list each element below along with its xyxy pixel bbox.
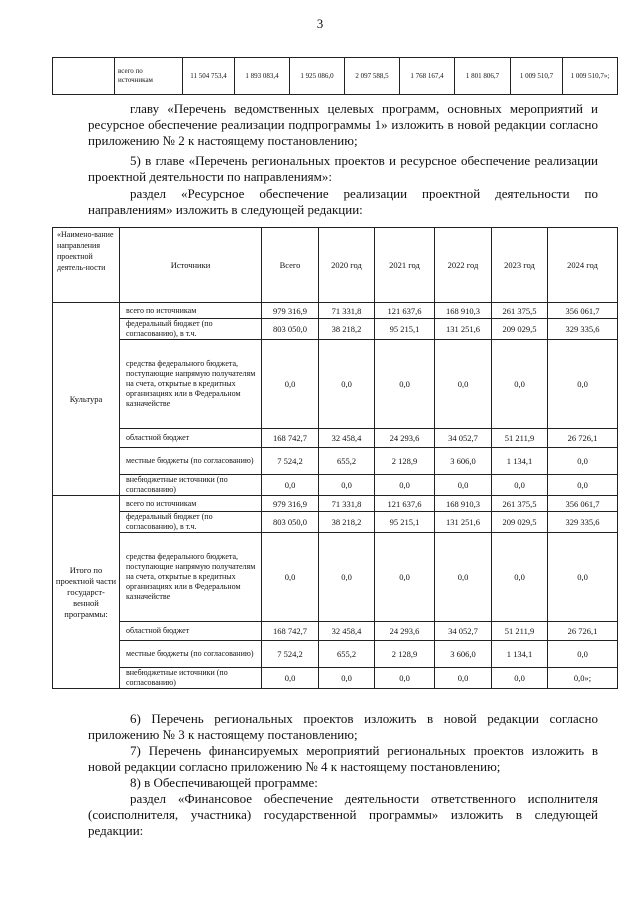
value-cell: 95 215,1 [375, 319, 435, 340]
value-cell: 26 726,1 [548, 622, 618, 641]
header-2020: 2020 год [319, 228, 375, 303]
value-cell: 261 375,5 [492, 303, 548, 319]
value-cell: 655,2 [319, 448, 375, 475]
value-cell: 0,0 [492, 533, 548, 622]
value-cell: 1 801 806,7 [455, 58, 511, 95]
value-cell: 0,0 [548, 475, 618, 496]
value-cell: 209 029,5 [492, 512, 548, 533]
table-row [53, 475, 618, 496]
value-cell: 0,0 [548, 641, 618, 668]
value-cell: 356 061,7 [548, 496, 618, 512]
value-cell: 655,2 [319, 641, 375, 668]
value-cell: 24 293,6 [375, 429, 435, 448]
value-cell: 34 052,7 [435, 622, 492, 641]
table-row [53, 641, 618, 668]
table-row [53, 429, 618, 448]
value-cell: 329 335,6 [548, 319, 618, 340]
header-2022: 2022 год [435, 228, 492, 303]
paragraph: 8) в Обеспечивающей программе: [130, 775, 318, 790]
value-cell: 0,0 [319, 475, 375, 496]
source-cell: средства федерального бюджета, поступающие напрямую получателям на счета, открытые в кредитных организациях или в Федеральном казначействе [120, 340, 262, 429]
value-cell: 356 061,7 [548, 303, 618, 319]
value-cell: 168 742,7 [262, 429, 319, 448]
value-cell: 34 052,7 [435, 429, 492, 448]
value-cell: 1 893 083,4 [235, 58, 290, 95]
value-cell: 131 251,6 [435, 512, 492, 533]
source-cell: местные бюджеты (по согласованию) [120, 641, 262, 668]
value-cell: 0,0 [492, 340, 548, 429]
paragraph: 6) Перечень региональных проектов изложить в новой редакции согласно приложению № 3 к настоящему постановлению; [88, 711, 598, 742]
value-cell: 3 606,0 [435, 641, 492, 668]
header-sources: Источники [120, 228, 262, 303]
value-cell: 26 726,1 [548, 429, 618, 448]
page-number: 3 [316, 16, 324, 31]
value-cell: 38 218,2 [319, 512, 375, 533]
value-cell: 7 524,2 [262, 448, 319, 475]
source-cell: внебюджетные источники (по согласованию) [120, 668, 262, 689]
header-direction: «Наимено-вание направления проектной деятель-ности [53, 228, 120, 303]
value-cell: 0,0 [548, 340, 618, 429]
value-cell: 0,0 [319, 533, 375, 622]
value-cell: 38 218,2 [319, 319, 375, 340]
value-cell: 0,0 [548, 448, 618, 475]
value-cell: 0,0 [262, 340, 319, 429]
value-cell: 0,0 [435, 340, 492, 429]
value-cell: 979 316,9 [262, 303, 319, 319]
paragraph: 7) Перечень финансируемых мероприятий региональных проектов изложить в новой редакции согласно приложению № 4 к настоящему постановлению; [88, 743, 598, 774]
value-cell: 0,0»; [548, 668, 618, 689]
value-cell: 32 458,4 [319, 622, 375, 641]
value-cell: 0,0 [262, 533, 319, 622]
value-cell: 803 050,0 [262, 512, 319, 533]
value-cell: 0,0 [435, 475, 492, 496]
value-cell: 51 211,9 [492, 429, 548, 448]
value-cell: 1 009 510,7 [511, 58, 563, 95]
paragraph: главу «Перечень ведомственных целевых программ, основных мероприятий и ресурсное обеспечение реализации подпрограммы 1» изложить в новой редакции согласно приложению № 2 к настоящему постановлению; [88, 101, 598, 148]
value-cell: 7 524,2 [262, 641, 319, 668]
value-cell: 2 128,9 [375, 641, 435, 668]
value-cell: 95 215,1 [375, 512, 435, 533]
table-row [53, 622, 618, 641]
value-cell: 0,0 [375, 533, 435, 622]
value-cell: 131 251,6 [435, 319, 492, 340]
value-cell: 0,0 [319, 668, 375, 689]
table-row [53, 303, 618, 319]
value-cell: 51 211,9 [492, 622, 548, 641]
value-cell: 1 925 086,0 [290, 58, 345, 95]
paragraph: 5) в главе «Перечень региональных проектов и ресурсное обеспечение реализации проектной деятельности по направлениям»: [88, 153, 598, 184]
source-cell: всего по источникам [120, 496, 262, 512]
value-cell: 24 293,6 [375, 622, 435, 641]
source-cell: всего по источникам [120, 303, 262, 319]
value-cell: 121 637,6 [375, 303, 435, 319]
header-2023: 2023 год [492, 228, 548, 303]
paragraph: раздел «Ресурсное обеспечение реализации проектной деятельности по направлениям» изложить в следующей редакции: [88, 186, 598, 217]
table-body [53, 303, 618, 689]
value-cell: 0,0 [319, 340, 375, 429]
table-row [53, 448, 618, 475]
value-cell: 209 029,5 [492, 319, 548, 340]
value-cell: 0,0 [262, 475, 319, 496]
value-cell: 0,0 [375, 340, 435, 429]
source-cell: федеральный бюджет (по согласованию), в т.ч. [120, 512, 262, 533]
source-cell: средства федерального бюджета, поступающие напрямую получателям на счета, открытые в кредитных организациях или в Федеральном казначействе [120, 533, 262, 622]
direction-cell: Культура [53, 303, 120, 496]
table-row [53, 319, 618, 340]
table-row [53, 58, 618, 95]
value-cell: 261 375,5 [492, 496, 548, 512]
value-cell: 121 637,6 [375, 496, 435, 512]
source-cell: местные бюджеты (по согласованию) [120, 448, 262, 475]
value-cell: 0,0 [435, 533, 492, 622]
source-cell: областной бюджет [120, 622, 262, 641]
value-cell: 1 009 510,7»; [563, 58, 618, 95]
value-cell: 168 910,3 [435, 496, 492, 512]
value-cell: 0,0 [375, 668, 435, 689]
value-cell: 168 910,3 [435, 303, 492, 319]
value-cell: 0,0 [435, 668, 492, 689]
value-cell: 168 742,7 [262, 622, 319, 641]
value-cell: 3 606,0 [435, 448, 492, 475]
value-cell: 0,0 [492, 668, 548, 689]
value-cell: 0,0 [375, 475, 435, 496]
table-header-row [53, 228, 618, 303]
paragraph: раздел «Финансовое обеспечение деятельности ответственного исполнителя (соисполнителя, участника) государственной программы» изложить в следующей редакции: [88, 791, 598, 838]
table-row [53, 496, 618, 512]
table-row [53, 668, 618, 689]
table-cell [53, 58, 115, 95]
value-cell: 0,0 [262, 668, 319, 689]
header-total: Всего [262, 228, 319, 303]
source-cell: федеральный бюджет (по согласованию), в т.ч. [120, 319, 262, 340]
value-cell: 1 768 167,4 [400, 58, 455, 95]
header-2021: 2021 год [375, 228, 435, 303]
source-cell: внебюджетные источники (по согласованию) [120, 475, 262, 496]
value-cell: 11 504 753,4 [183, 58, 235, 95]
value-cell: 0,0 [492, 475, 548, 496]
table-row [53, 340, 618, 429]
value-cell: 803 050,0 [262, 319, 319, 340]
value-cell: 979 316,9 [262, 496, 319, 512]
table-row [53, 533, 618, 622]
value-cell: 71 331,8 [319, 496, 375, 512]
source-cell: областной бюджет [120, 429, 262, 448]
value-cell: 71 331,8 [319, 303, 375, 319]
funding-table [52, 227, 618, 689]
header-2024: 2024 год [548, 228, 618, 303]
value-cell: 2 097 588,5 [345, 58, 400, 95]
top-table [52, 57, 618, 95]
value-cell: 0,0 [548, 533, 618, 622]
direction-cell: Итого по проектной части государст-венной программы: [53, 496, 120, 689]
value-cell: 1 134,1 [492, 641, 548, 668]
source-cell: всего по источникам [115, 58, 183, 95]
value-cell: 329 335,6 [548, 512, 618, 533]
value-cell: 2 128,9 [375, 448, 435, 475]
value-cell: 32 458,4 [319, 429, 375, 448]
value-cell: 1 134,1 [492, 448, 548, 475]
table-row [53, 512, 618, 533]
